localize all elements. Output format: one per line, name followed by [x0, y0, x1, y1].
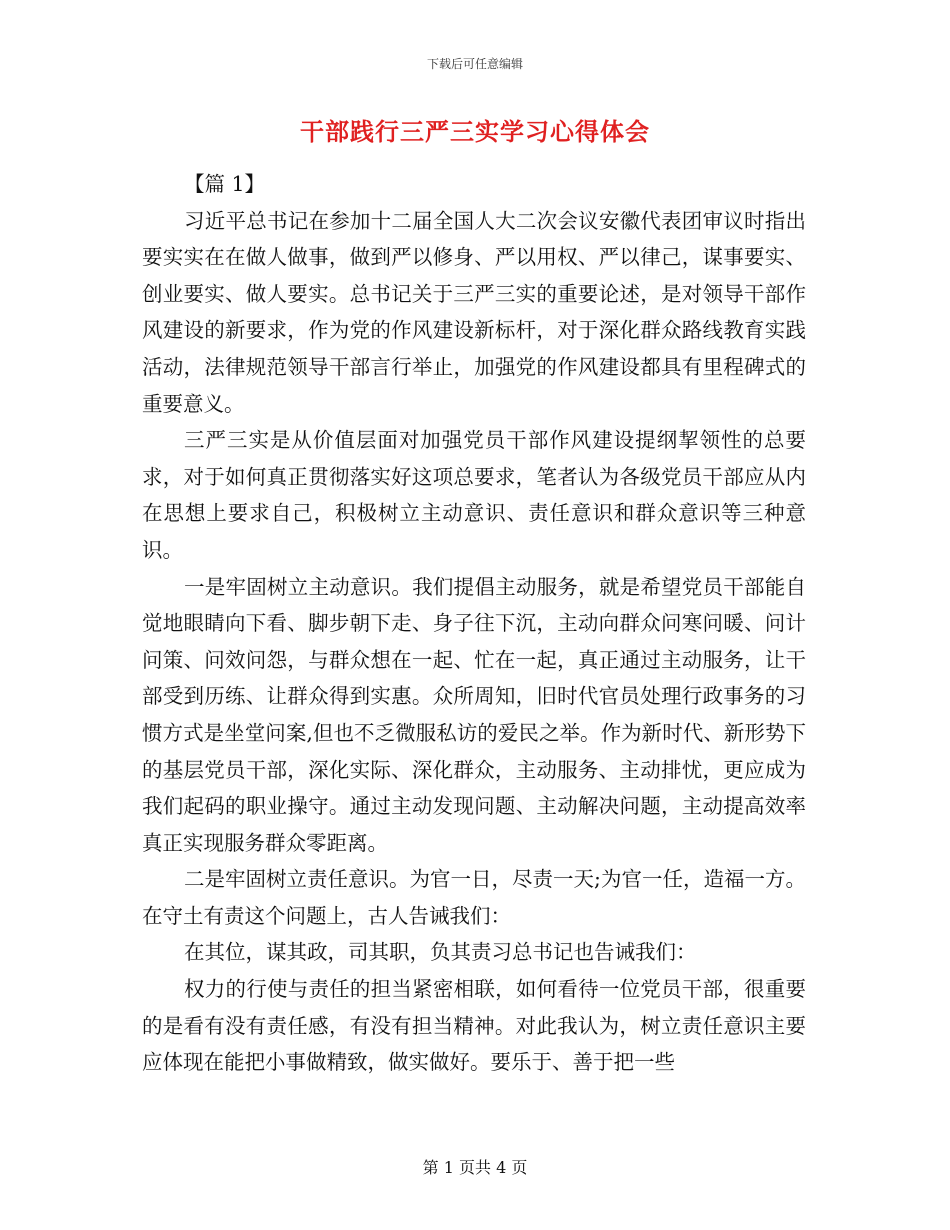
- section-label: 【篇 1】: [184, 172, 266, 196]
- paragraph-4: 二是牢固树立责任意识。为官一日，尽责一天;为官一任，造福一方。在守土有责这个问题上，古人告诫我们：: [142, 867, 806, 928]
- document-body: [142, 166, 806, 1081]
- paragraph-5: 在其位，谋其政，司其职，负其责习总书记也告诫我们：: [184, 940, 697, 965]
- document-title: 干部践行三严三实学习心得体会: [300, 117, 650, 146]
- page-footer-page-number: 第 1 页共 4 页: [422, 1158, 528, 1177]
- paragraph-6: 权力的行使与责任的担当紧密相联，如何看待一位党员干部，很重要的是看有没有责任感，有没有担当精神。对此我认为，树立责任意识主要应体现在能把小事做精致，做实做好。要乐于、善于把一些: [142, 977, 806, 1075]
- page-header-note: 下载后可任意编辑: [426, 57, 523, 71]
- paragraph-2: 三严三实是从价值层面对加强党员干部作风建设提纲挈领性的总要求，对于如何真正贯彻落实好这项总要求，笔者认为各级党员干部应从内在思想上要求自己，积极树立主动意识、责任意识和群众意识等三种意识。: [142, 428, 806, 562]
- paragraph-1: 习近平总书记在参加十二届全国人大二次会议安徽代表团审议时指出要实实在在做人做事，做到严以修身、严以用权、严以律己，谋事要实、创业要实、做人要实。总书记关于三严三实的重要论述，是对领导干部作风建设的新要求，作为党的作风建设新标杆，对于深化群众路线教育实践活动，法律规范领导干部言行举止，加强党的作风建设都具有里程碑式的重要意义。: [142, 208, 806, 416]
- paragraph-3: 一是牢固树立主动意识。我们提倡主动服务，就是希望党员干部能自觉地眼睛向下看、脚步朝下走、身子往下沉，主动向群众问寒问暖、问计问策、问效问怨，与群众想在一起、忙在一起，真正通过主动服务，让干部受到历练、让群众得到实惠。众所周知，旧时代官员处理行政事务的习惯方式是坐堂问案,但也不乏微服私访的爱民之举。作为新时代、新形势下的基层党员干部，深化实际、深化群众，主动服务、主动排忧，更应成为我们起码的职业操守。通过主动发现问题、主动解决问题，主动提高效率真正实现服务群众零距离。: [142, 574, 806, 855]
